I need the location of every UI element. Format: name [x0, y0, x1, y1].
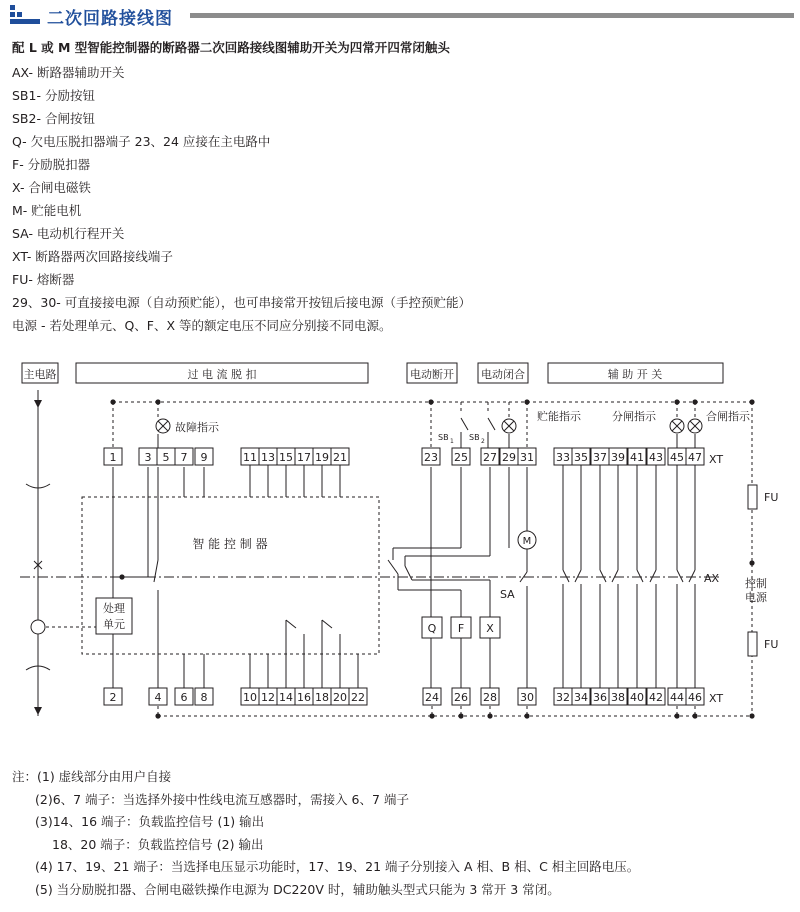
terminal-label: 3: [144, 451, 152, 464]
terminal-label: 11: [243, 451, 257, 464]
terminal-label: 22: [351, 691, 365, 704]
control-power-label: 控制: [745, 577, 767, 590]
terminal-label: 34: [574, 691, 588, 704]
page-title: 二次回路接线图: [47, 9, 173, 29]
sb2-sub: 2: [481, 438, 485, 445]
q-label: Q: [427, 622, 437, 635]
terminal-label: 18: [315, 691, 329, 704]
motor-open-label: 电动断开: [410, 368, 454, 381]
terminal-label: 7: [180, 451, 188, 464]
charged-indicator-label: 贮能指示: [537, 410, 581, 423]
legend-item: F- 分励脱扣器: [12, 157, 91, 172]
terminal-label: 15: [279, 451, 293, 464]
terminal-label: 37: [593, 451, 607, 464]
x-label: X: [486, 622, 494, 635]
terminal-label: 45: [670, 451, 684, 464]
terminal-label: 23: [424, 451, 438, 464]
legend-item: Q- 欠电压脱扣器端子 23、24 应接在主电路中: [12, 134, 271, 149]
motor-label: M: [522, 536, 532, 547]
terminal-label: 28: [483, 691, 497, 704]
f-label: F: [457, 622, 465, 635]
terminal-label: 14: [279, 691, 293, 704]
note-item: (2)6、7 端子：当选择外接中性线电流互感器时，需接入 6、7 端子: [35, 791, 409, 807]
terminal-label: 40: [630, 691, 644, 704]
main-circuit-label: 主电路: [23, 368, 57, 381]
arrow-down-icon: [34, 707, 42, 715]
legend-item: XT- 断路器两次回路接线端子: [12, 249, 173, 264]
legend-item: AX- 断路器辅助开关: [12, 65, 125, 80]
xt-top-label: XT: [709, 453, 724, 466]
terminal-label: 32: [556, 691, 570, 704]
terminal-label: 35: [574, 451, 588, 464]
terminal-label: 9: [200, 451, 208, 464]
notes: [12, 766, 639, 901]
overcurrent-label: 过 电 流 脱 扣: [187, 368, 257, 381]
intro-heading: 配 L 或 M 型智能控制器的断路器二次回路接线图辅助开关为四常开四常闭触头: [12, 40, 450, 55]
sb1-label: SB: [438, 433, 449, 442]
terminal-label: 19: [315, 451, 329, 464]
sb2-label: SB: [469, 433, 480, 442]
terminal-label: 24: [425, 691, 439, 704]
terminal-label: 21: [333, 451, 347, 464]
legend-item: X- 合闸电磁铁: [12, 180, 91, 195]
terminal-label: 17: [297, 451, 311, 464]
fu-bottom-label: FU: [764, 638, 779, 651]
note-item: (5) 当分励脱扣器、合闸电磁铁操作电源为 DC220V 时，辅助触头型式只能为 3 常开 3 常闭。: [35, 881, 560, 897]
terminal-label: 13: [261, 451, 275, 464]
terminal-label: 25: [454, 451, 468, 464]
arrow-down-icon: [34, 400, 42, 408]
processing-unit-label: 处理: [103, 602, 125, 615]
legend-item: M- 贮能电机: [12, 203, 82, 218]
fu-top-label: FU: [764, 491, 779, 504]
terminal-label: 43: [649, 451, 663, 464]
terminal-label: 27: [483, 451, 497, 464]
legend-item: 电源 - 若处理单元、Q、F、X 等的额定电压不同应分别接不同电源。: [12, 318, 392, 333]
note-item: (4) 17、19、21 端子：当选择电压显示功能时，17、19、21 端子分别接入 A 相、B 相、C 相主回路电压。: [35, 859, 640, 874]
terminal-label: 36: [593, 691, 607, 704]
legend-item: SB1- 分励按钮: [12, 88, 95, 103]
sb1-sub: 1: [450, 438, 454, 445]
fuse-top: [748, 485, 757, 509]
control-power-label: 电源: [745, 591, 767, 604]
terminal-label: 20: [333, 691, 347, 704]
terminal-label: 12: [261, 691, 275, 704]
motor-close-label: 电动闭合: [481, 368, 525, 381]
terminal-label: 5: [162, 451, 170, 464]
aux-switch-label: 辅 助 开 关: [607, 368, 663, 381]
closed-indicator-label: 合闸指示: [706, 410, 750, 423]
terminal-label: 44: [670, 691, 684, 704]
terminal-label: 41: [630, 451, 644, 464]
terminal-label: 42: [649, 691, 663, 704]
open-indicator-label: 分闸指示: [612, 410, 656, 423]
terminal-label: 46: [688, 691, 702, 704]
legend-item: SB2- 合闸按钮: [12, 111, 95, 126]
terminal-label: 26: [454, 691, 468, 704]
terminal-label: 30: [520, 691, 534, 704]
terminal-label: 29: [502, 451, 516, 464]
terminal-label: 47: [688, 451, 702, 464]
xt-bottom-label: XT: [709, 692, 724, 705]
terminal-label: 38: [611, 691, 625, 704]
terminal-label: 16: [297, 691, 311, 704]
fault-indicator-label: 故障指示: [175, 421, 219, 434]
terminal-label: 6: [180, 691, 188, 704]
note-item: 注：(1) 虚线部分由用户自接: [12, 769, 172, 784]
note-item: (3)14、16 端子：负载监控信号 (1) 输出: [35, 814, 265, 829]
terminal-label: 31: [520, 451, 534, 464]
sa-label: SA: [500, 588, 515, 601]
terminal-label: 10: [243, 691, 257, 704]
note-item: 18、20 端子：负载监控信号 (2) 输出: [52, 836, 264, 852]
processing-unit-label: 单元: [103, 618, 125, 631]
terminal-label: 2: [109, 691, 117, 704]
terminal-label: 4: [154, 691, 162, 704]
controller-label: 智 能 控 制 器: [192, 537, 268, 551]
fuse-bottom: [748, 632, 757, 656]
legend-item: FU- 熔断器: [12, 272, 75, 287]
legend-item: SA- 电动机行程开关: [12, 226, 125, 241]
legend-item: 29、30- 可直接接电源（自动预贮能），也可串接常开按钮后接电源（手控预贮能）: [12, 295, 472, 310]
terminal-label: 33: [556, 451, 570, 464]
terminal-label: 8: [200, 691, 208, 704]
terminal-label: 1: [109, 451, 117, 464]
ct-sensor-icon: [31, 620, 45, 634]
ax-label: AX: [704, 572, 720, 585]
terminal-label: 39: [611, 451, 625, 464]
